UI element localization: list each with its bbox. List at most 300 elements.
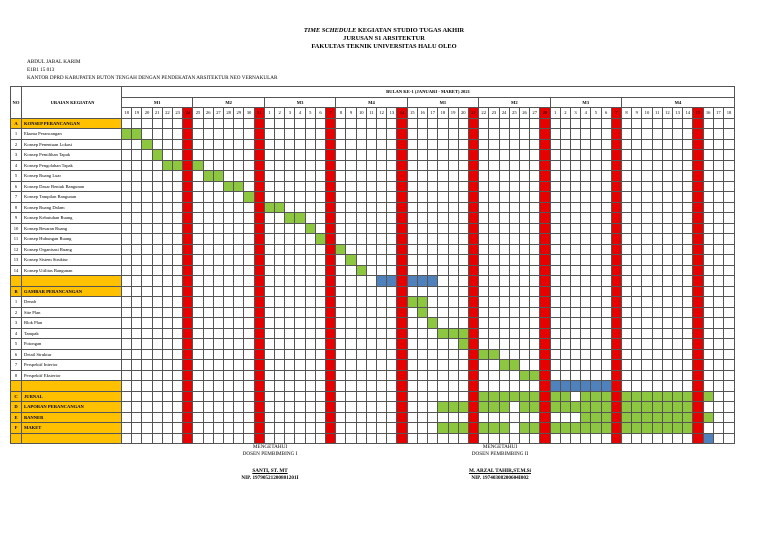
- schedule-cell: [621, 297, 631, 308]
- schedule-cell: [438, 244, 448, 255]
- row-label: Konsep Utilitas Bangunan: [22, 265, 122, 276]
- schedule-cell: [162, 391, 172, 402]
- schedule-cell: [142, 307, 152, 318]
- schedule-cell: [285, 160, 295, 171]
- schedule-cell: [621, 234, 631, 245]
- schedule-cell: [530, 171, 540, 182]
- holiday-cell: [254, 234, 264, 245]
- schedule-cell: [417, 139, 427, 150]
- schedule-cell: [203, 402, 213, 413]
- holiday-cell: [326, 286, 336, 297]
- schedule-cell: [448, 370, 458, 381]
- schedule-cell: [193, 276, 203, 287]
- schedule-cell: [295, 150, 305, 161]
- schedule-cell: [713, 297, 723, 308]
- schedule-cell: [193, 244, 203, 255]
- holiday-cell: [611, 433, 621, 444]
- schedule-cell: [652, 150, 662, 161]
- schedule-cell: [305, 118, 315, 129]
- schedule-cell: [193, 381, 203, 392]
- schedule-cell: [315, 276, 325, 287]
- day-header: 10: [642, 108, 652, 119]
- schedule-cell: [244, 307, 254, 318]
- schedule-cell: [662, 223, 672, 234]
- day-header: 12: [377, 108, 387, 119]
- schedule-cell: [621, 160, 631, 171]
- header-row-period: [11, 87, 735, 98]
- schedule-cell: [203, 349, 213, 360]
- holiday-cell: [326, 192, 336, 203]
- schedule-cell: [683, 234, 693, 245]
- schedule-bar: [581, 423, 591, 434]
- schedule-cell: [499, 297, 509, 308]
- schedule-cell: [642, 181, 652, 192]
- schedule-cell: [173, 349, 183, 360]
- schedule-cell: [315, 265, 325, 276]
- schedule-cell: [570, 160, 580, 171]
- schedule-cell: [519, 118, 529, 129]
- schedule-bar: [662, 391, 672, 402]
- schedule-cell: [305, 171, 315, 182]
- schedule-cell: [305, 370, 315, 381]
- schedule-cell: [428, 349, 438, 360]
- schedule-cell: [346, 202, 356, 213]
- schedule-cell: [683, 213, 693, 224]
- schedule-cell: [509, 412, 519, 423]
- day-header: 17: [428, 108, 438, 119]
- schedule-cell: [377, 433, 387, 444]
- schedule-cell: [193, 234, 203, 245]
- schedule-cell: [122, 360, 132, 371]
- schedule-cell: [193, 202, 203, 213]
- schedule-cell: [407, 118, 417, 129]
- day-header: 15: [693, 108, 703, 119]
- schedule-cell: [162, 433, 172, 444]
- schedule-bar: [509, 360, 519, 371]
- row-number: 13: [11, 255, 22, 266]
- holiday-cell: [611, 213, 621, 224]
- day-header: 21: [468, 108, 478, 119]
- schedule-cell: [703, 171, 713, 182]
- day-header: 12: [662, 108, 672, 119]
- schedule-cell: [621, 202, 631, 213]
- schedule-cell: [356, 234, 366, 245]
- schedule-bar: [632, 423, 642, 434]
- schedule-cell: [377, 423, 387, 434]
- schedule-cell: [377, 150, 387, 161]
- schedule-cell: [428, 423, 438, 434]
- schedule-cell: [336, 423, 346, 434]
- holiday-cell: [397, 234, 407, 245]
- schedule-bar: [519, 370, 529, 381]
- schedule-cell: [346, 402, 356, 413]
- schedule-cell: [632, 360, 642, 371]
- schedule-cell: [662, 213, 672, 224]
- schedule-cell: [662, 381, 672, 392]
- department-line: JURUSAN S1 ARSITEKTUR: [343, 35, 425, 42]
- week-header: M1: [122, 97, 193, 108]
- day-header: 18: [438, 108, 448, 119]
- schedule-cell: [489, 171, 499, 182]
- holiday-cell: [183, 339, 193, 350]
- schedule-cell: [173, 265, 183, 276]
- schedule-cell: [336, 234, 346, 245]
- holiday-cell: [540, 265, 550, 276]
- schedule-cell: [152, 234, 162, 245]
- schedule-cell: [295, 244, 305, 255]
- schedule-cell: [438, 129, 448, 140]
- schedule-bar: [662, 402, 672, 413]
- schedule-cell: [428, 402, 438, 413]
- schedule-cell: [356, 171, 366, 182]
- schedule-cell: [530, 328, 540, 339]
- schedule-cell: [264, 349, 274, 360]
- day-header: 2: [560, 108, 570, 119]
- schedule-cell: [479, 181, 489, 192]
- schedule-cell: [601, 192, 611, 203]
- schedule-cell: [458, 192, 468, 203]
- schedule-cell: [336, 370, 346, 381]
- schedule-cell: [315, 118, 325, 129]
- schedule-cell: [203, 181, 213, 192]
- schedule-cell: [275, 160, 285, 171]
- schedule-cell: [285, 381, 295, 392]
- schedule-cell: [377, 370, 387, 381]
- schedule-bar: [560, 423, 570, 434]
- holiday-cell: [397, 160, 407, 171]
- holiday-cell: [183, 318, 193, 329]
- schedule-cell: [366, 213, 376, 224]
- schedule-cell: [438, 139, 448, 150]
- schedule-cell: [652, 160, 662, 171]
- schedule-cell: [601, 171, 611, 182]
- schedule-cell: [672, 307, 682, 318]
- day-header: 8: [336, 108, 346, 119]
- row-number: 7: [11, 360, 22, 371]
- schedule-cell: [122, 328, 132, 339]
- schedule-cell: [224, 433, 234, 444]
- schedule-cell: [632, 244, 642, 255]
- schedule-cell: [162, 360, 172, 371]
- schedule-cell: [173, 402, 183, 413]
- schedule-cell: [244, 223, 254, 234]
- schedule-cell: [489, 297, 499, 308]
- schedule-cell: [275, 391, 285, 402]
- schedule-cell: [489, 213, 499, 224]
- schedule-cell: [132, 318, 142, 329]
- schedule-cell: [122, 339, 132, 350]
- schedule-cell: [315, 412, 325, 423]
- holiday-cell: [326, 160, 336, 171]
- schedule-bar: [581, 402, 591, 413]
- schedule-cell: [581, 213, 591, 224]
- schedule-cell: [489, 265, 499, 276]
- holiday-cell: [397, 339, 407, 350]
- schedule-cell: [264, 381, 274, 392]
- schedule-cell: [152, 360, 162, 371]
- schedule-cell: [356, 402, 366, 413]
- schedule-bar: [540, 402, 550, 413]
- schedule-cell: [703, 244, 713, 255]
- schedule-cell: [570, 349, 580, 360]
- schedule-cell: [162, 412, 172, 423]
- schedule-cell: [662, 202, 672, 213]
- schedule-cell: [621, 318, 631, 329]
- schedule-cell: [203, 307, 213, 318]
- schedule-cell: [366, 171, 376, 182]
- schedule-cell: [122, 181, 132, 192]
- holiday-cell: [183, 349, 193, 360]
- schedule-cell: [499, 412, 509, 423]
- holiday-cell: [693, 223, 703, 234]
- schedule-bar: [581, 412, 591, 423]
- holiday-cell: [183, 139, 193, 150]
- schedule-cell: [519, 276, 529, 287]
- holiday-cell: [397, 213, 407, 224]
- schedule-cell: [591, 328, 601, 339]
- schedule-cell: [632, 381, 642, 392]
- schedule-cell: [285, 297, 295, 308]
- holiday-cell: [183, 297, 193, 308]
- schedule-cell: [213, 129, 223, 140]
- schedule-cell: [264, 423, 274, 434]
- holiday-cell: [693, 234, 703, 245]
- schedule-cell: [295, 171, 305, 182]
- holiday-cell: [611, 318, 621, 329]
- schedule-cell: [489, 139, 499, 150]
- schedule-cell: [275, 276, 285, 287]
- schedule-cell: [601, 118, 611, 129]
- row-number: D: [11, 402, 22, 413]
- schedule-bar: [519, 391, 529, 402]
- assistance-bar: [591, 381, 601, 392]
- schedule-cell: [122, 276, 132, 287]
- schedule-cell: [672, 181, 682, 192]
- schedule-cell: [489, 129, 499, 140]
- schedule-cell: [509, 118, 519, 129]
- schedule-cell: [213, 255, 223, 266]
- schedule-cell: [346, 391, 356, 402]
- schedule-cell: [428, 328, 438, 339]
- holiday-cell: [611, 286, 621, 297]
- schedule-cell: [264, 192, 274, 203]
- schedule-cell: [305, 244, 315, 255]
- schedule-cell: [621, 360, 631, 371]
- schedule-cell: [652, 381, 662, 392]
- schedule-cell: [417, 391, 427, 402]
- schedule-cell: [366, 265, 376, 276]
- schedule-cell: [509, 276, 519, 287]
- schedule-cell: [346, 381, 356, 392]
- schedule-cell: [264, 433, 274, 444]
- schedule-cell: [642, 433, 652, 444]
- schedule-cell: [550, 370, 560, 381]
- schedule-cell: [652, 370, 662, 381]
- schedule-cell: [723, 129, 734, 140]
- schedule-cell: [621, 328, 631, 339]
- holiday-cell: [254, 276, 264, 287]
- schedule-cell: [550, 307, 560, 318]
- schedule-cell: [132, 328, 142, 339]
- schedule-cell: [662, 139, 672, 150]
- schedule-cell: [336, 307, 346, 318]
- schedule-cell: [581, 202, 591, 213]
- schedule-cell: [285, 202, 295, 213]
- schedule-cell: [213, 328, 223, 339]
- holiday-cell: [540, 234, 550, 245]
- schedule-cell: [122, 433, 132, 444]
- schedule-cell: [438, 213, 448, 224]
- schedule-cell: [448, 171, 458, 182]
- schedule-cell: [152, 328, 162, 339]
- schedule-cell: [377, 192, 387, 203]
- schedule-cell: [162, 381, 172, 392]
- schedule-cell: [499, 286, 509, 297]
- schedule-cell: [560, 213, 570, 224]
- schedule-cell: [407, 223, 417, 234]
- schedule-cell: [581, 255, 591, 266]
- schedule-cell: [366, 150, 376, 161]
- holiday-cell: [183, 244, 193, 255]
- schedule-cell: [448, 150, 458, 161]
- holiday-cell: [183, 423, 193, 434]
- schedule-cell: [672, 150, 682, 161]
- schedule-cell: [417, 202, 427, 213]
- schedule-cell: [132, 349, 142, 360]
- schedule-bar: [621, 412, 631, 423]
- holiday-cell: [326, 171, 336, 182]
- schedule-cell: [550, 412, 560, 423]
- schedule-cell: [458, 213, 468, 224]
- holiday-cell: [693, 276, 703, 287]
- holiday-cell: [540, 160, 550, 171]
- schedule-cell: [356, 349, 366, 360]
- schedule-cell: [560, 171, 570, 182]
- schedule-bar: [652, 423, 662, 434]
- schedule-cell: [152, 381, 162, 392]
- holiday-cell: [540, 244, 550, 255]
- schedule-bar: [601, 391, 611, 402]
- holiday-cell: [611, 223, 621, 234]
- day-header: 11: [366, 108, 376, 119]
- schedule-cell: [132, 202, 142, 213]
- schedule-cell: [305, 307, 315, 318]
- schedule-cell: [417, 402, 427, 413]
- holiday-cell: [468, 360, 478, 371]
- schedule-cell: [122, 265, 132, 276]
- schedule-cell: [560, 286, 570, 297]
- schedule-cell: [275, 181, 285, 192]
- schedule-cell: [632, 171, 642, 182]
- project-title: KANTOR DPRD KABUPATEN BUTON TENGAH DENGAN PENDEKATAN ARSITEKTUR NEO VERNAKULAR: [27, 75, 278, 81]
- schedule-cell: [417, 171, 427, 182]
- schedule-bar: [203, 171, 213, 182]
- schedule-cell: [662, 349, 672, 360]
- holiday-cell: [326, 255, 336, 266]
- schedule-cell: [275, 402, 285, 413]
- schedule-cell: [601, 255, 611, 266]
- schedule-cell: [377, 234, 387, 245]
- schedule-cell: [295, 297, 305, 308]
- schedule-cell: [224, 391, 234, 402]
- schedule-cell: [713, 244, 723, 255]
- schedule-cell: [509, 202, 519, 213]
- schedule-table: [10, 86, 735, 444]
- schedule-cell: [652, 223, 662, 234]
- schedule-cell: [703, 328, 713, 339]
- schedule-cell: [438, 297, 448, 308]
- schedule-bar: [550, 391, 560, 402]
- holiday-cell: [693, 160, 703, 171]
- schedule-cell: [550, 349, 560, 360]
- day-header: 13: [387, 108, 397, 119]
- schedule-cell: [224, 276, 234, 287]
- schedule-cell: [213, 244, 223, 255]
- schedule-cell: [550, 297, 560, 308]
- schedule-bar: [275, 202, 285, 213]
- holiday-cell: [611, 255, 621, 266]
- holiday-cell: [397, 286, 407, 297]
- holiday-cell: [468, 150, 478, 161]
- schedule-cell: [591, 276, 601, 287]
- schedule-cell: [621, 192, 631, 203]
- schedule-cell: [193, 423, 203, 434]
- schedule-cell: [601, 181, 611, 192]
- schedule-cell: [458, 349, 468, 360]
- holiday-cell: [611, 370, 621, 381]
- holiday-cell: [183, 192, 193, 203]
- holiday-cell: [468, 118, 478, 129]
- schedule-cell: [652, 349, 662, 360]
- schedule-cell: [723, 276, 734, 287]
- schedule-cell: [122, 139, 132, 150]
- schedule-cell: [417, 339, 427, 350]
- schedule-cell: [407, 192, 417, 203]
- schedule-cell: [377, 255, 387, 266]
- schedule-cell: [346, 297, 356, 308]
- schedule-cell: [621, 213, 631, 224]
- schedule-cell: [162, 150, 172, 161]
- schedule-cell: [560, 118, 570, 129]
- schedule-cell: [213, 118, 223, 129]
- schedule-cell: [234, 234, 244, 245]
- schedule-cell: [438, 223, 448, 234]
- schedule-bar: [448, 423, 458, 434]
- schedule-cell: [346, 181, 356, 192]
- holiday-cell: [397, 433, 407, 444]
- schedule-cell: [591, 370, 601, 381]
- row-label: Konsep Tampilan Bangunan: [22, 192, 122, 203]
- schedule-cell: [162, 171, 172, 182]
- schedule-cell: [275, 349, 285, 360]
- schedule-bar: [621, 402, 631, 413]
- schedule-cell: [234, 370, 244, 381]
- schedule-cell: [387, 286, 397, 297]
- schedule-cell: [203, 412, 213, 423]
- schedule-cell: [458, 139, 468, 150]
- schedule-bar: [642, 423, 652, 434]
- schedule-cell: [713, 223, 723, 234]
- schedule-cell: [132, 339, 142, 350]
- holiday-cell: [397, 150, 407, 161]
- holiday-cell: [611, 297, 621, 308]
- schedule-bar: [560, 402, 570, 413]
- schedule-cell: [173, 181, 183, 192]
- schedule-cell: [713, 381, 723, 392]
- schedule-cell: [377, 286, 387, 297]
- schedule-cell: [162, 244, 172, 255]
- schedule-cell: [489, 433, 499, 444]
